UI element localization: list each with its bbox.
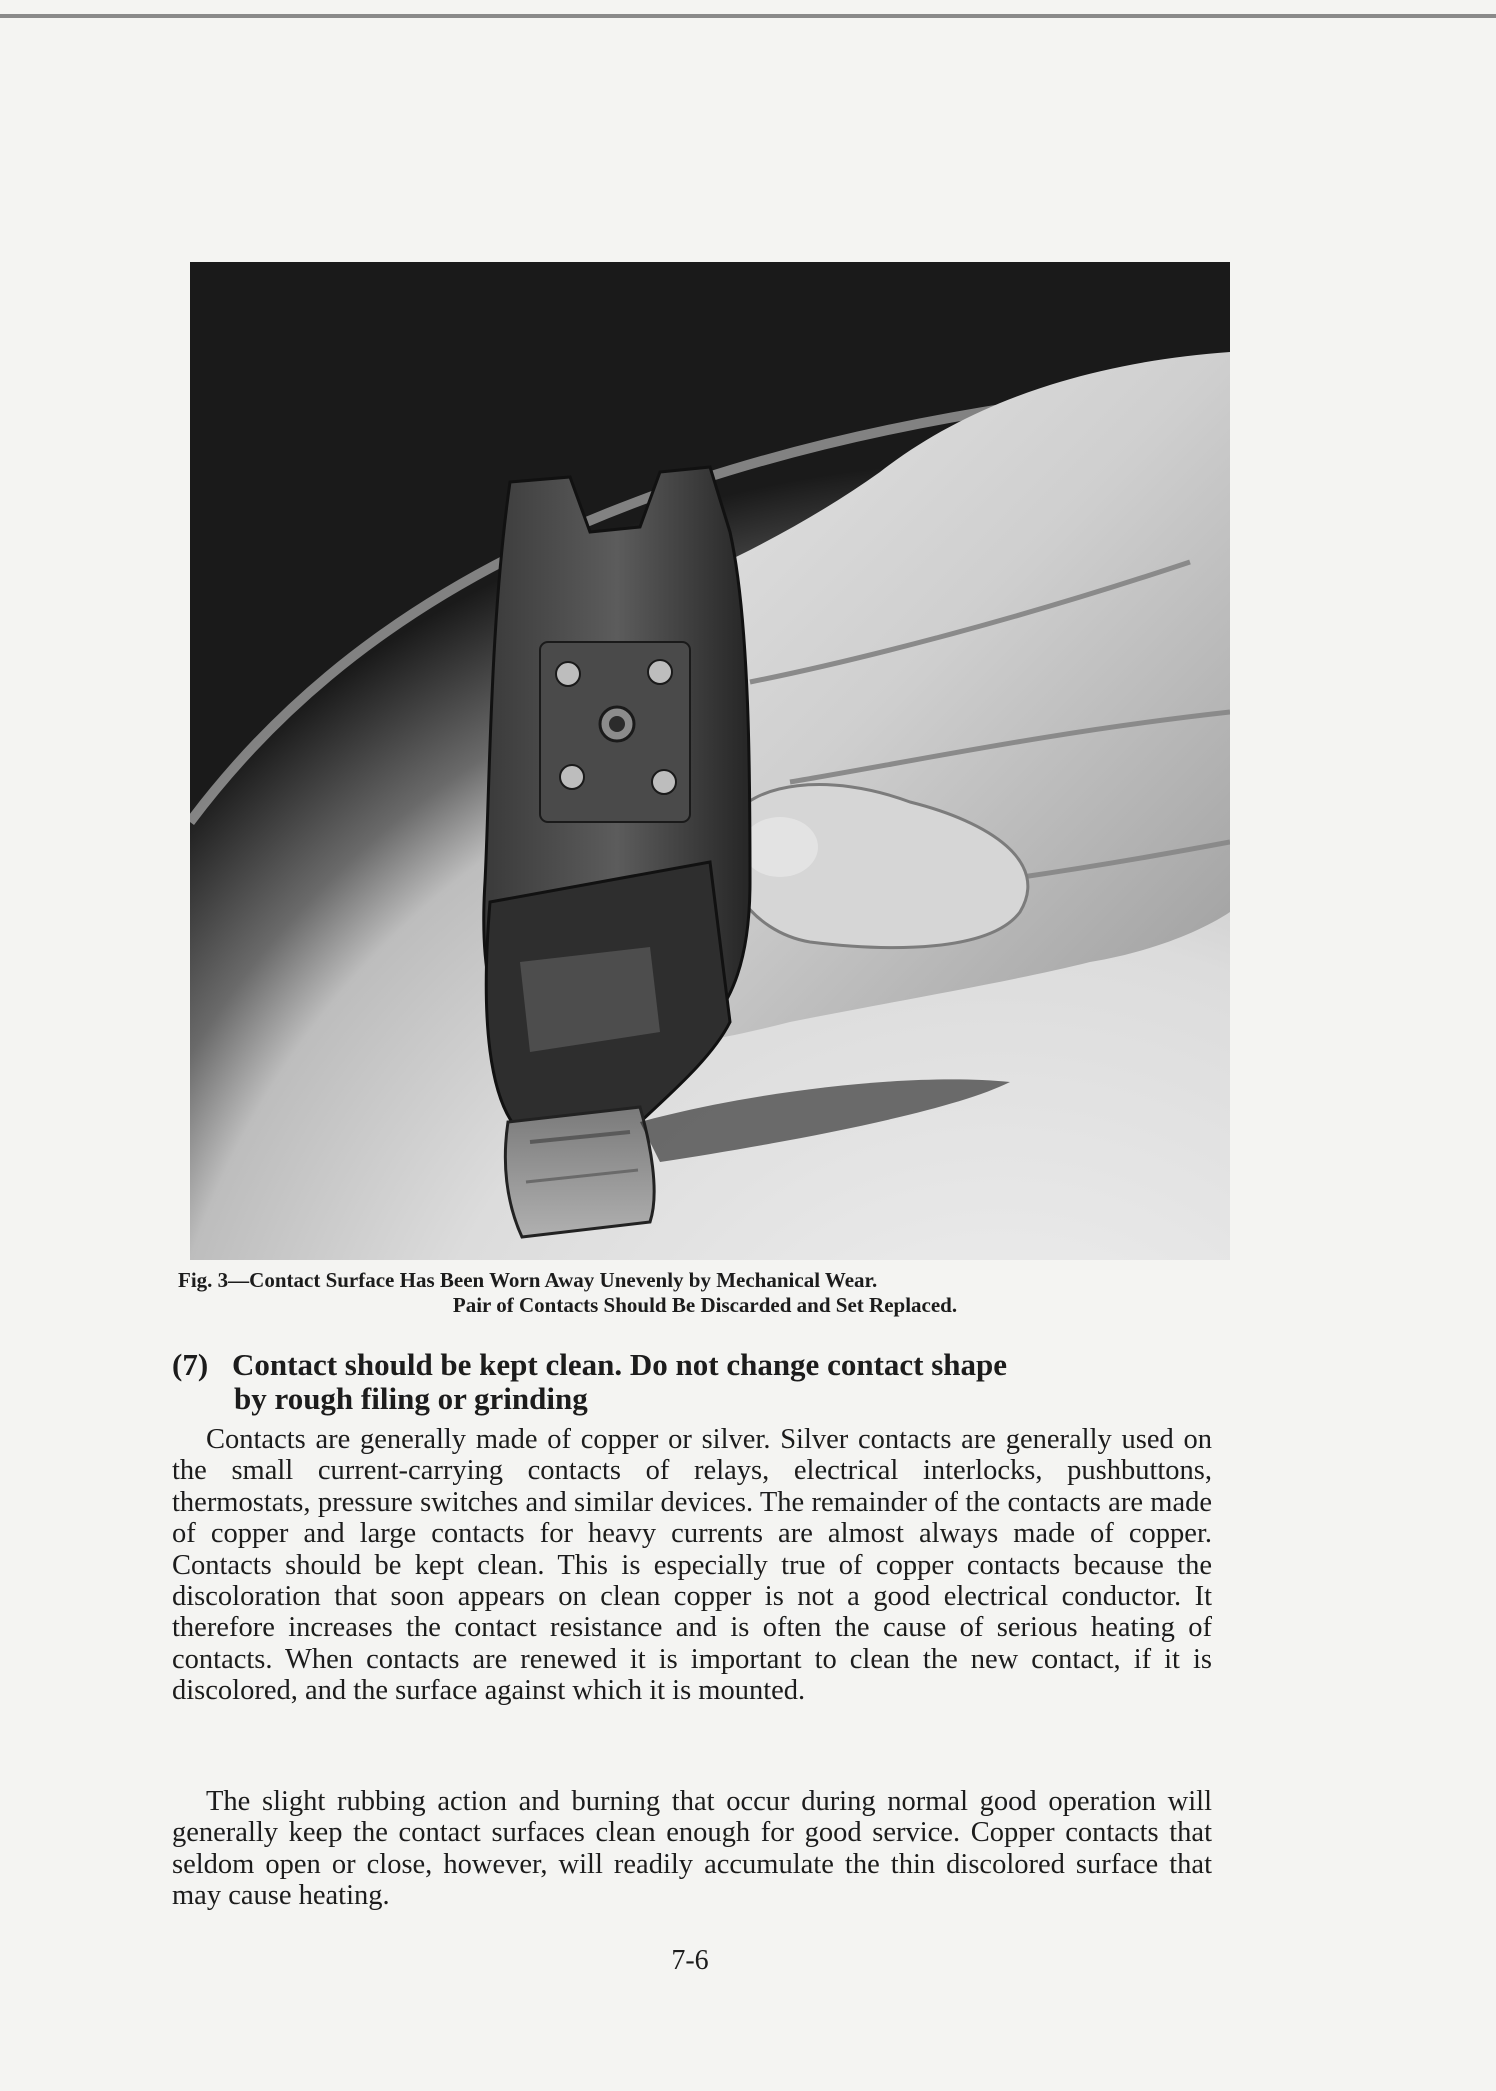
figure-caption [160,1268,1250,1318]
paragraph-contact-materials: Contacts are generally made of copper or silver. Silver contacts are generally used on the small current-carrying contacts of relays, electrical interlocks, pushbuttons, thermostats, pressure switches and similar devices. The remainder of the contacts are made of copper and large contacts for heavy currents are almost always made of copper. Contacts should be kept clean. This is especially true of copper contacts because the discoloration that soon appears on clean copper is not a good electrical conductor. It therefore increases the contact resistance and is often the cause of serious heating of contacts. When contacts are renewed it is important to clean the new contact, if it is discolored, and the surface against which it is mounted. [172,1424,1212,1707]
contact-hand-photo [190,262,1230,1260]
caption-line-2: Pair of Contacts Should Be Discarded and Set Replaced. [452,1293,958,1317]
page-number: 7-6 [671,1945,709,1976]
section-heading-line-2: by rough filing or grinding [234,1381,588,1416]
top-rule [0,14,1496,18]
section-heading-line-1: Contact should be kept clean. Do not change contact shape [232,1347,1008,1382]
section-number: (7) [172,1347,209,1382]
figure-photo [190,262,1230,1260]
paragraph-rubbing-action: The slight rubbing action and burning that occur during normal good operation will generally keep the contact surfaces clean enough for good service. Copper contacts that seldom open or close, however, will readily accumulate the thin discolored surface that may cause heating. [172,1786,1212,1912]
caption-line-1: Fig. 3—Contact Surface Has Been Worn Away Unevenly by Mechanical Wear. [178,1268,878,1292]
section-heading [172,1348,1220,1416]
